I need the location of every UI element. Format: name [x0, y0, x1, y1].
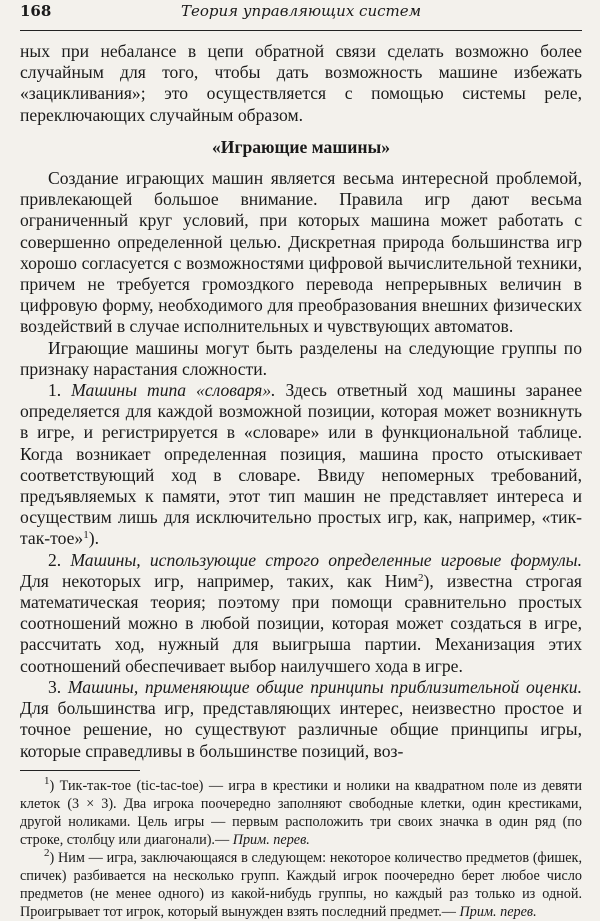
- running-title: Теория управляющих систем: [180, 2, 422, 20]
- page-number: 168: [20, 2, 52, 20]
- footnote-1-text: Тик-так-тое (tic-tac-toe) — игра в крестики и нолики на квадратном поле из девяти клеток (3 × 3). Два игрока поочередно заполняют свободные клетки, один крестиками, другой ноликами. Цель игры — первым расположить три своих значка в один ряд (по строке, столбцу или диагонали).—: [20, 777, 582, 848]
- item-2-text: Для некоторых игр, например, таких, как Ним: [20, 570, 419, 591]
- intro-paragraph: ных при небалансе в цепи обратной связи сделать возможно более случайным для того, чтобы дать возможность машине избежать «зацикливания»; это осуществляется с помощью системы реле, переключающих случайным образом.: [20, 41, 582, 125]
- item-1-text: Здесь ответный ход машины заранее определяется для каждой возможной позиции, которая может возникнуть в игре, и регистрируется в «словаре» или в функциональной таблице. Когда возникает определенная позиция, машина просто отыскивает соответствующий ход в словаре. Ввиду непомерных требований, предъявляемых к памяти, этот тип машин не представляет интереса и осуществим лишь для исключительно простых игр, как, например, «тик-так-тое»: [20, 380, 583, 549]
- footnote-divider: [20, 770, 140, 771]
- section-title: «Играющие машины»: [211, 136, 391, 157]
- item-3-text: Для большинства игр, представляющих интерес, неизвестно простое и точное решение, но существуют различные общие принципы игры, которые справедливы в большинстве позиций, воз-: [20, 698, 582, 761]
- list-item-3: [20, 677, 582, 762]
- item-3-number: 3.: [48, 676, 62, 697]
- footnotes: [20, 774, 582, 921]
- footnote-ref-1[interactable]: 1: [83, 529, 89, 542]
- list-item-2: 2. Машины, использующие строго определенные игровые формулы. Для некоторых игр, например, таких, как Ним$^2$), известна строгая математическая теория; поэтому при помощи сравнительно простых соотношений можно в любой позиции, которая может создаться в игре, рассчитать ход, нужный для выигрыша партии. Механизация этих соотношений обеспечивает выбор наилучшего хода в игре.: [20, 549, 582, 676]
- footnote-2-note: Прим. перев.: [459, 903, 537, 920]
- item-1-title: Машины типа «словаря».: [71, 380, 276, 401]
- footnote-mark-1: 1: [44, 774, 50, 787]
- item-2-tail: , известна строгая математическая теория; поэтому при помощи сравнительно простых соотношений можно в любой позиции, которая может создаться в игре, рассчитать ход, нужный для выигрыша партии. Механизация этих соотношений обеспечивает выбор наилучшего хода в игре.: [20, 570, 582, 676]
- item-1-tail: .: [94, 528, 99, 549]
- item-1-number: 1.: [48, 380, 62, 401]
- footnote-mark-2: 2: [44, 846, 50, 859]
- footnote-1-note: Прим. перев.: [232, 831, 310, 848]
- running-header: [20, 2, 582, 31]
- footnote-2: $^2$) Ним — игра, заключающаяся в следующем: некоторое количество предметов (фишек, спичек) разбивается на несколько групп. Каждый игрок поочередно берет любое число предметов (не менее одного) из какой-нибудь группы, но каждый раз только из одной. Проигрывает тот игрок, который вынужден взять последний предмет.— Прим. перев.: [20, 846, 582, 920]
- item-3-title: Машины, применяющие общие принципы приблизительной оценки.: [67, 676, 582, 697]
- list-item-1: 1. Машины типа «словаря». Здесь ответный ход машины заранее определяется для каждой возможной позиции, которая может возникнуть в игре, и регистрируется в «словаре» или в функциональной таблице. Когда возникает определенная позиция, машина просто отыскивает соответствующий ход в словаре. Ввиду непомерных требований, предъявляемых к памяти, этот тип машин не представляет интереса и осуществим лишь для исключительно простых игр, как, например, «тик-так-тое»$^1$).: [20, 380, 583, 549]
- footnote-2-text: Ним — игра, заключающаяся в следующем: некоторое количество предметов (фишек, спичек) разбивается на несколько групп. Каждый игрок поочередно берет любое число предметов (не менее одного) из какой-нибудь группы, но каждый раз только из одной. Проигрывает тот игрок, который вынужден взять последний предмет.—: [20, 849, 582, 920]
- footnote-ref-2[interactable]: 2: [418, 571, 424, 584]
- paragraph-2: Играющие машины могут быть разделены на следующие группы по признаку нарастания сложности.: [20, 337, 582, 379]
- item-2-number: 2.: [48, 549, 62, 570]
- paragraph-1: Создание играющих машин является весьма интересной проблемой, привлекающей большое внимание. Правила игр дают весьма ограниченный круг условий, при которых машина может работать с совершенно определенной целью. Дискретная природа большинства игр хорошо согласуется с возможностями цифровой вычислительной техники, причем не требуется громоздкого перевода непрерывных величин в цифровую форму, необходимого для преобразования внешних физических воздействий в случае исполнительных и чувствующих автоматов.: [20, 168, 582, 337]
- item-2-title: Машины, использующие строго определенные игровые формулы.: [70, 549, 582, 570]
- book-page: [0, 2, 600, 920]
- main-text: [20, 41, 582, 762]
- footnote-1: $^1$) Тик-так-тое (tic-tac-toe) — игра в крестики и нолики на квадратном поле из девяти клеток (3 × 3). Два игрока поочередно заполняют свободные клетки, один крестиками, другой ноликами. Цель игры — первым расположить три своих значка в один ряд (по строке, столбцу или диагонали).— Прим. перев.: [20, 774, 582, 848]
